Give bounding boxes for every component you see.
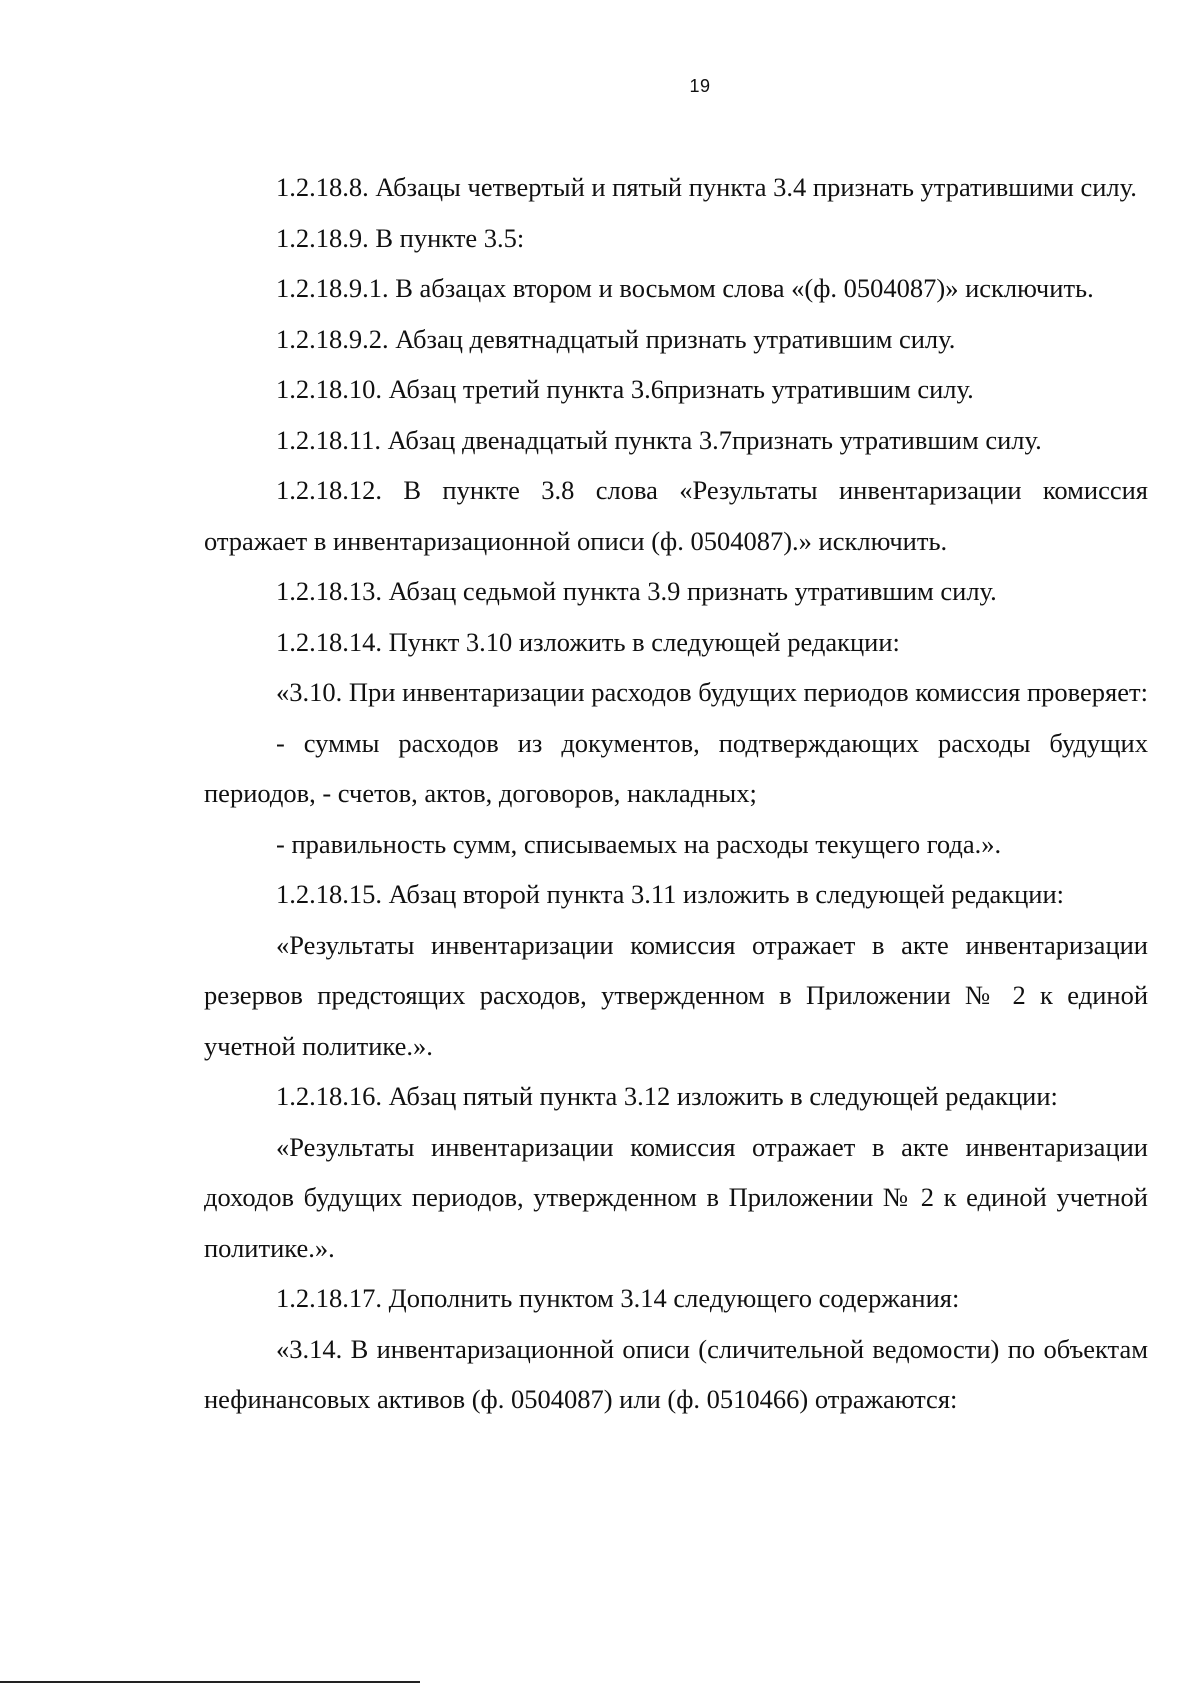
paragraph-1-2-18-9-2: 1.2.18.9.2. Абзац девятнадцатый признать утратившим силу. — [276, 323, 956, 354]
paragraph-1-2-18-10: 1.2.18.10. Абзац третий пункта 3.6признать утратившим силу. — [276, 374, 974, 404]
paragraph-list-item-2: - правильность сумм, списываемых на расходы текущего года.». — [276, 828, 1002, 859]
paragraph-1-2-18-15: 1.2.18.15. Абзац второй пункта 3.11 изложить в следующей редакции: — [276, 879, 1064, 909]
paragraph-quote-3-14: «3.14. В инвентаризационной описи (сличительной ведомости) по объектам нефинансовых активов (ф. 0504087) или (ф. 0510466) отражаются: — [204, 1333, 1148, 1414]
paragraph-quote-3-12: «Результаты инвентаризации комиссия отражает в акте инвентаризации доходов будущих периодов, утвержденном в Приложении № 2 к единой учетной политике.». — [204, 1131, 1148, 1263]
bottom-border-line — [0, 1681, 420, 1683]
paragraph-1-2-18-9-1: 1.2.18.9.1. В абзацах втором и восьмом слова «(ф. 0504087)» исключить. — [276, 273, 1094, 303]
paragraph-1-2-18-9: 1.2.18.9. В пункте 3.5: — [276, 222, 525, 253]
paragraph-1-2-18-13: 1.2.18.13. Абзац седьмой пункта 3.9 признать утратившим силу. — [276, 576, 997, 606]
paragraph-quote-3-10: «3.10. При инвентаризации расходов будущих периодов комиссия проверяет: — [276, 677, 1148, 707]
paragraph-1-2-18-8: 1.2.18.8. Абзацы четвертый и пятый пункта 3.4 признать утратившими силу. — [276, 172, 1137, 202]
document-body — [204, 162, 1148, 1425]
paragraph-list-item-1: - суммы расходов из документов, подтверждающих расходы будущих периодов, - счетов, актов, договоров, накладных; — [204, 727, 1148, 808]
paragraph-1-2-18-11: 1.2.18.11. Абзац двенадцатый пункта 3.7признать утратившим силу. — [276, 424, 1042, 455]
paragraph-1-2-18-16: 1.2.18.16. Абзац пятый пункта 3.12 изложить в следующей редакции: — [276, 1081, 1058, 1111]
paragraph-1-2-18-12: 1.2.18.12. В пункте 3.8 слова «Результаты инвентаризации комиссия отражает в инвентаризационной описи (ф. 0504087).» исключить. — [204, 475, 1148, 556]
paragraph-1-2-18-14: 1.2.18.14. Пункт 3.10 изложить в следующей редакции: — [276, 626, 900, 657]
paragraph-1-2-18-17: 1.2.18.17. Дополнить пунктом 3.14 следующего содержания: — [276, 1283, 960, 1313]
paragraph-quote-3-11: «Результаты инвентаризации комиссия отражает в акте инвентаризации резервов предстоящих расходов, утвержденном в Приложении № 2 к единой учетной политике.». — [204, 929, 1148, 1061]
page-number: 19 — [689, 76, 711, 96]
